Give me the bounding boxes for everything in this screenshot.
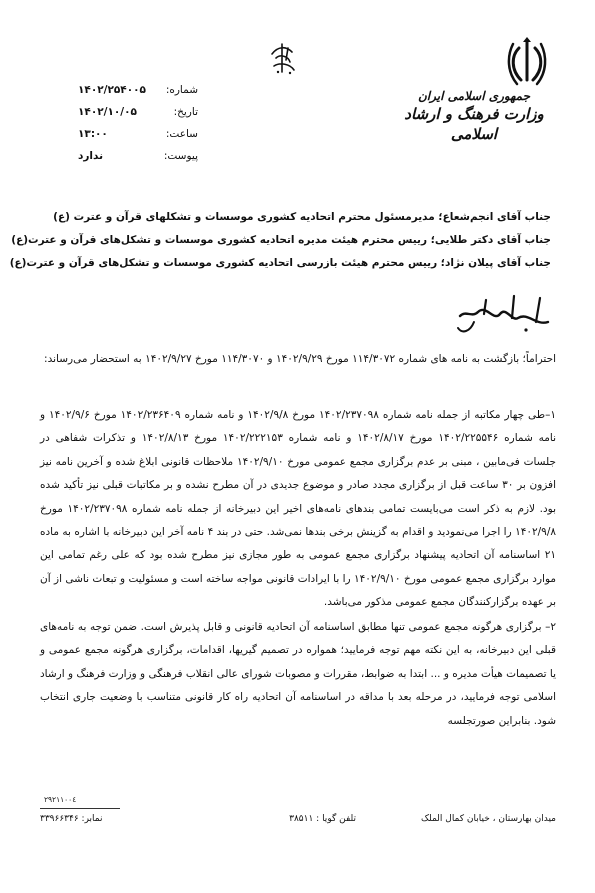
meta-number-label: شماره: [165,84,198,96]
ministry-line-republic: جمهوری اسلامی ایران [417,89,531,103]
body-paragraph-intro [40,348,556,371]
body-paragraph-2 [40,616,556,733]
meta-number-row [78,79,198,101]
meta-date-label: تاریخ: [173,106,198,118]
addressee-line: جناب آقای انجم‌شعاع؛ مدیرمسئول محترم اتحادیه کشوری موسسات و تشکلهای قرآن و عترت (ع) [53,211,551,223]
meta-attachment-value: ندارد [78,150,104,162]
addressee-line: جناب آقای دکتر طلایی؛ رییس محترم هیئت مدیره اتحادیه کشوری موسسات و تشکل‌های قرآن و عترت(ع) [11,234,551,246]
footer-address: میدان بهارستان ، خیابان کمال الملک [420,814,556,824]
meta-date-value: ۱۴۰۲/۱۰/۰۵ [78,106,137,118]
meta-attachment-row [78,145,198,167]
meta-time-row [78,123,198,145]
footer-fax: نمابر: ۳۳۹۶۶۳۴۶ [40,814,103,824]
body-paragraph-1 [40,404,556,615]
ministry-header [389,88,559,144]
paragraph-text: ۱–طی چهار مکاتبه از جمله نامه شماره ۱۴۰۲/۲۳۷۰۹۸ مورخ ۱۴۰۲/۹/۸ و نامه شماره ۱۴۰۲/۲۳۶۴۰۹ مورخ ۱۴۰۲/۹/۶ و نامه شماره ۱۴۰۲/۲۲۵۵۴۶ مورخ ۱۴۰۲/۸/۱۷ و نامه شماره ۱۴۰۲/۲۲۲۱۵۳ مورخ ۱۴۰۲/۸/۱۳ و تذکرات شفاهی در جلسات فی‌مابین ، مبنی بر عدم برگزاری مجمع عمومی مورخ ۱۴۰۲/۹/۱۰ ملاحظات قانونی ابلاغ شده و آخرین نامه نیز افزون بر ۳۰ ساعت قبل از برگزاری مجدد صادر و موضوع جدیدی در آن مطرح نشده و بر مکاتبات قبلی نیز تأکید شده بود. لازم به ذکر است می‌بایست تمامی بندهای نامه‌های اخیر این دبیرخانه از جمله نامه شماره ۱۴۰۲/۲۳۷۰۹۸ مورخ ۱۴۰۲/۹/۸ را اجرا می‌نمودید و اقدام به گزینش برخی بندها نمی‌شد. حتی در بند ۴ نامه آخر این دبیرخانه با اشاره به ماده ۲۱ اساسنامه آن اتحادیه پیشنهاد برگزاری مجمع عمومی به طور مجازی نیز مطرح شده بود که علی رغم تمامی این موارد برگزاری مجمع عمومی مورخ ۱۴۰۲/۹/۱۰ را با ایرادات قانونی مواجه ساخته است و مسئولیت و تبعات ناشی از آن بر عهده برگزارکنندگان مجمع عمومی مذکور می‌باشد. [40,409,557,609]
salutation-calligraphy [456,292,552,336]
emblem-icon [505,36,549,88]
meta-date-row [78,101,198,123]
paragraph-text: ۲– برگزاری هرگونه مجمع عمومی تنها مطابق اساسنامه آن اتحادیه قانونی و قابل پذیرش است. ضمن توجه به نامه‌های قبلی این دبیرخانه، به این نکته مهم توجه فرمایید؛ همواره در تصمیم گیریها، اقدامات، برگزاری هرگونه مجمع عمومی و یا تصمیمات هیأت مدیره و ... ابتدا به ضوابط، مقررات و مصوبات شورای عالی انقلاب فرهنگی و وزارت فرهنگ و ارشاد اسلامی توجه فرمایید، در مرحله بعد با مداقه در اساسنامه آن اتحادیه راه کار قانونی متناسب با وضعیت جاری انتخاب شود. بنابراین صورتجلسه [40,621,556,727]
addressee-block [9,206,551,275]
paragraph-text: احتراماً؛ بازگشت به نامه های شماره ۱۱۴/۳۰۷۲ مورخ ۱۴۰۲/۹/۲۹ و ۱۱۴/۳۰۷۰ مورخ ۱۴۰۲/۹/۲۷ به استحضار می‌رساند: [44,353,556,365]
addressee-line: جناب آقای پیلان نژاد؛ رییس محترم هیئت بازرسی اتحادیه کشوری موسسات و تشکل‌های قرآن و عترت(ع) [9,257,551,269]
meta-number-value: ۱۴۰۲/۲۵۴۰۰۵ [78,84,146,96]
bismillah-calligraphy [268,42,298,76]
meta-attachment-label: پیوست: [163,150,198,162]
footer-phone: تلفن گویا : ۳۸۵۱۱ [289,814,356,824]
footer-divider [40,808,120,809]
footer-code: ۲۹۲۱۱۰۰٤ [44,795,77,804]
meta-time-label: ساعت: [165,128,198,140]
ministry-line-ministry: وزارت فرهنگ و ارشاد اسلامی [404,105,544,143]
meta-time-value: ۱۳:۰۰ [78,128,108,140]
letter-meta [78,79,198,167]
